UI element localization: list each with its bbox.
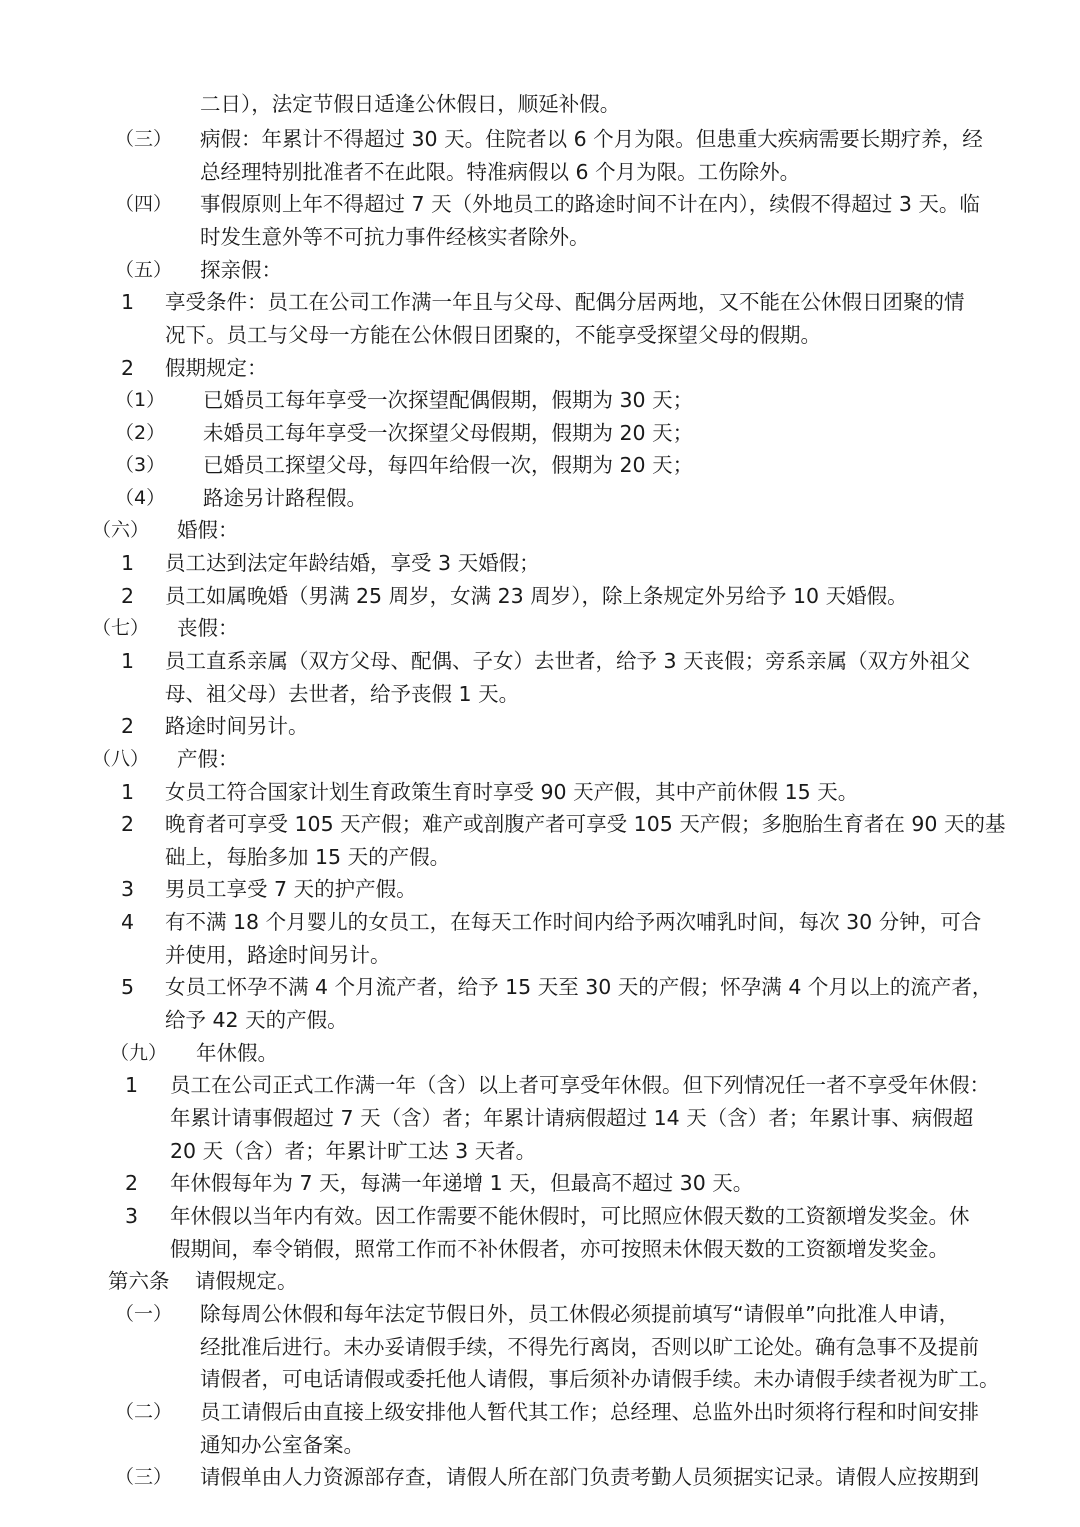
line-text: 请假者，可电话请假或委托他人请假，事后须补办请假手续。未办请假手续者视为旷工。 — [200, 1367, 1000, 1391]
text-line — [0, 156, 1080, 188]
text-line — [0, 188, 1080, 220]
text-line — [0, 1069, 1080, 1101]
item-marker: 3 — [121, 877, 135, 901]
line-text: 年休假每年为 7 天，每满一年递增 1 天，但最高不超过 30 天。 — [170, 1171, 754, 1195]
text-line — [0, 514, 1080, 546]
item-marker: （3） — [115, 454, 166, 476]
text-line — [0, 449, 1080, 481]
item-marker: 5 — [121, 975, 135, 999]
line-text: 女员工符合国家计划生育政策生育时享受 90 天产假，其中产前休假 15 天。 — [165, 780, 859, 804]
line-text: 未婚员工每年享受一次探望父母假期，假期为 20 天； — [203, 421, 694, 445]
text-line — [0, 873, 1080, 905]
item-marker: （六） — [92, 519, 150, 541]
item-marker: 1 — [125, 1073, 139, 1097]
item-marker: （4） — [115, 487, 166, 509]
text-line — [0, 88, 1080, 120]
text-line — [0, 906, 1080, 938]
line-text: 20 天（含）者；年累计旷工达 3 天者。 — [170, 1139, 537, 1163]
line-text: 年休假。 — [196, 1041, 278, 1065]
line-text: 假期规定： — [165, 356, 268, 380]
text-line — [0, 1429, 1080, 1461]
line-text: 年休假以当年内有效。因工作需要不能休假时，可比照应休假天数的工资额增发奖金。休 — [170, 1204, 970, 1228]
text-line — [0, 1135, 1080, 1167]
line-text: 时发生意外等不可抗力事件经核实者除外。 — [200, 225, 590, 249]
item-marker: 2 — [125, 1171, 139, 1195]
item-marker: （八） — [92, 748, 150, 770]
text-line — [0, 417, 1080, 449]
text-line — [0, 254, 1080, 286]
line-text: 员工在公司正式工作满一年（含）以上者可享受年休假。但下列情况任一者不享受年休假： — [170, 1073, 990, 1097]
text-line — [0, 743, 1080, 775]
line-text: 员工如属晚婚（男满 25 周岁，女满 23 周岁），除上条规定外另给予 10 天婚假。 — [165, 584, 908, 608]
line-text: 员工达到法定年龄结婚，享受 3 天婚假； — [165, 551, 540, 575]
line-text: 员工请假后由直接上级安排他人暂代其工作；总经理、总监外出时须将行程和时间安排 — [200, 1400, 979, 1424]
text-line — [0, 776, 1080, 808]
line-text: 事假原则上年不得超过 7 天（外地员工的路途时间不计在内），续假不得超过 3 天。临 — [200, 192, 980, 216]
text-line — [0, 1004, 1080, 1036]
text-line — [0, 1037, 1080, 1069]
line-text: 探亲假： — [200, 258, 282, 282]
line-text: 男员工享受 7 天的护产假。 — [165, 877, 417, 901]
line-text: 除每周公休假和每年法定节假日外，员工休假必须提前填写“请假单”向批准人申请， — [200, 1302, 960, 1326]
line-text: 路途另计路程假。 — [203, 486, 367, 510]
line-text: 假期间，奉令销假，照常工作而不补休假者，亦可按照未休假天数的工资额增发奖金。 — [170, 1237, 949, 1261]
line-text: 并使用，路途时间另计。 — [165, 943, 391, 967]
item-marker: （五） — [115, 259, 173, 281]
text-line — [0, 482, 1080, 514]
item-marker: （三） — [115, 1466, 173, 1488]
line-text: 有不满 18 个月婴儿的女员工，在每天工作时间内给予两次哺乳时间，每次 30 分钟，可合 — [165, 910, 982, 934]
item-marker: （1） — [115, 389, 166, 411]
item-marker: （2） — [115, 422, 166, 444]
text-line — [0, 547, 1080, 579]
line-text: 晚育者可享受 105 天产假；难产或剖腹产者可享受 105 天产假；多胞胎生育者在 90 天的基 — [165, 812, 1006, 836]
line-text: 况下。员工与父母一方能在公休假日团聚的，不能享受探望父母的假期。 — [165, 323, 821, 347]
text-line — [0, 1102, 1080, 1134]
line-text: 员工直系亲属（双方父母、配偶、子女）去世者，给予 3 天丧假；旁系亲属（双方外祖父 — [165, 649, 971, 673]
text-line — [0, 939, 1080, 971]
text-line — [0, 1298, 1080, 1330]
item-marker: 2 — [121, 356, 135, 380]
line-text: 享受条件：员工在公司工作满一年且与父母、配偶分居两地，又不能在公休假日团聚的情 — [165, 290, 965, 314]
text-line — [0, 384, 1080, 416]
text-line — [0, 1167, 1080, 1199]
item-marker: （二） — [115, 1401, 173, 1423]
line-text: 年累计请事假超过 7 天（含）者；年累计请病假超过 14 天（含）者；年累计事、病假超 — [170, 1106, 974, 1130]
line-text: 础上，每胎多加 15 天的产假。 — [165, 845, 451, 869]
item-marker: （七） — [92, 617, 150, 639]
line-text: 路途时间另计。 — [165, 714, 309, 738]
item-marker: 2 — [121, 812, 135, 836]
line-text: 已婚员工探望父母，每四年给假一次，假期为 20 天； — [203, 453, 694, 477]
line-text: 产假： — [177, 747, 239, 771]
text-line — [0, 645, 1080, 677]
text-line — [0, 1363, 1080, 1395]
text-line — [0, 841, 1080, 873]
line-text: 女员工怀孕不满 4 个月流产者，给予 15 天至 30 天的产假；怀孕满 4 个月以上的流产者， — [165, 975, 993, 999]
text-line — [0, 710, 1080, 742]
text-line — [0, 678, 1080, 710]
text-line — [0, 319, 1080, 351]
item-marker: 1 — [121, 649, 135, 673]
item-marker: （九） — [110, 1042, 168, 1064]
item-marker: （三） — [115, 128, 173, 150]
item-marker: （四） — [115, 193, 173, 215]
text-line — [0, 1233, 1080, 1265]
item-marker: 2 — [121, 584, 135, 608]
line-text: 病假：年累计不得超过 30 天。住院者以 6 个月为限。但患重大疾病需要长期疗养，经 — [200, 127, 983, 151]
item-marker: 3 — [125, 1204, 139, 1228]
text-line — [0, 808, 1080, 840]
text-line — [0, 123, 1080, 155]
text-line — [0, 221, 1080, 253]
item-marker: 1 — [121, 780, 135, 804]
text-line — [0, 286, 1080, 318]
line-text: 二日），法定节假日适逢公休假日，顺延补假。 — [200, 92, 621, 116]
line-text: 经批准后进行。未办妥请假手续，不得先行离岗，否则以旷工论处。确有急事不及提前 — [200, 1335, 979, 1359]
line-text: 婚假： — [177, 518, 239, 542]
text-line — [0, 1331, 1080, 1363]
text-line — [0, 580, 1080, 612]
line-text: 请假单由人力资源部存查，请假人所在部门负责考勤人员须据实记录。请假人应按期到 — [200, 1465, 979, 1489]
line-text: 给予 42 天的产假。 — [165, 1008, 348, 1032]
item-marker: 1 — [121, 290, 135, 314]
text-line — [0, 612, 1080, 644]
line-text: 丧假： — [177, 616, 239, 640]
line-text: 请假规定。 — [195, 1269, 298, 1293]
line-text: 总经理特别批准者不在此限。特准病假以 6 个月为限。工伤除外。 — [200, 160, 801, 184]
line-text: 母、祖父母）去世者，给予丧假 1 天。 — [165, 682, 520, 706]
item-marker: 1 — [121, 551, 135, 575]
text-line — [0, 1200, 1080, 1232]
item-marker: 2 — [121, 714, 135, 738]
item-marker: （一） — [115, 1303, 173, 1325]
text-line — [0, 352, 1080, 384]
text-line — [0, 1396, 1080, 1428]
line-text: 已婚员工每年享受一次探望配偶假期，假期为 30 天； — [203, 388, 694, 412]
text-line — [0, 1461, 1080, 1493]
item-marker: 4 — [121, 910, 135, 934]
text-line — [0, 971, 1080, 1003]
text-line — [0, 1265, 1080, 1297]
line-text: 通知办公室备案。 — [200, 1433, 364, 1457]
item-marker: 第六条 — [108, 1269, 170, 1293]
